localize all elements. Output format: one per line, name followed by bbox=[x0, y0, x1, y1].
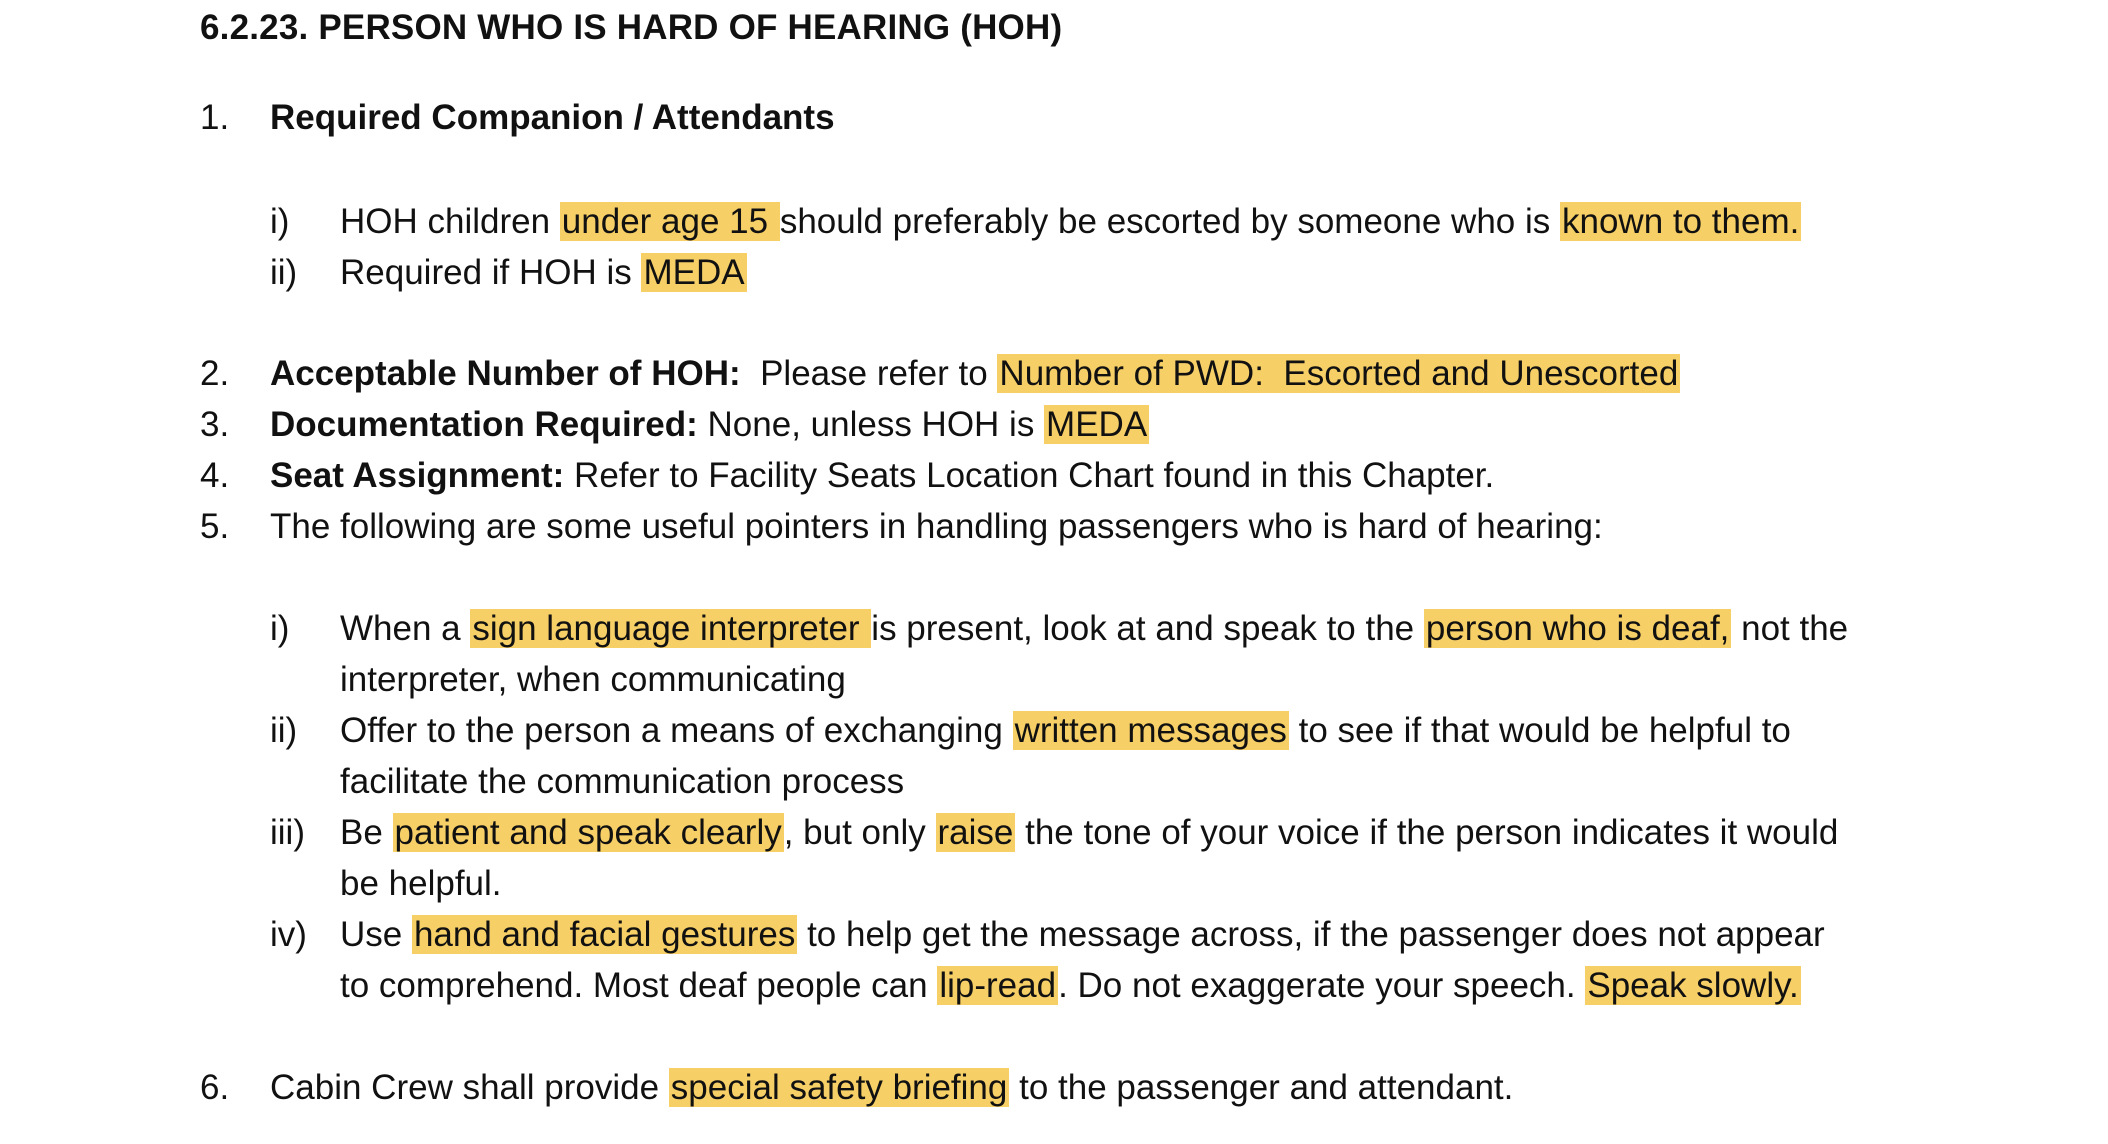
highlight-person-who-is-deaf: person who is deaf, bbox=[1425, 609, 1730, 648]
subitem-text-5-ii-line1: Offer to the person a means of exchanging written messages to see if that would be helpful to bbox=[340, 711, 1791, 750]
item-number-5: 5. bbox=[200, 507, 230, 546]
item-number-3: 3. bbox=[200, 405, 230, 444]
subitem-text-5-i-line1: When a sign language interpreter is present, look at and speak to the person who is deaf, not the bbox=[340, 609, 1849, 648]
item-text-2: Acceptable Number of HOH: Please refer to Number of PWD: Escorted and Unescorted bbox=[270, 354, 1679, 393]
highlight-lip-read: lip-read bbox=[939, 966, 1057, 1005]
heading-acceptable-number: Acceptable Number of HOH: bbox=[270, 354, 741, 393]
heading-seat-assignment: Seat Assignment: bbox=[270, 456, 565, 495]
highlight-known-to-them: known to them. bbox=[1561, 202, 1800, 241]
subitem-marker-1-i: i) bbox=[270, 202, 290, 241]
item-number-4: 4. bbox=[200, 456, 230, 495]
subitem-text-5-ii-line2: facilitate the communication process bbox=[340, 762, 905, 801]
heading-documentation-required: Documentation Required: bbox=[270, 405, 698, 444]
item-text-6: Cabin Crew shall provide special safety briefing to the passenger and attendant. bbox=[270, 1068, 1514, 1107]
highlight-number-of-pwd: Number of PWD: Escorted and Unescorted bbox=[999, 354, 1679, 393]
subitem-text-1-ii: Required if HOH is MEDA bbox=[340, 253, 745, 292]
item-number-2: 2. bbox=[200, 354, 230, 393]
item-text-3: Documentation Required: None, unless HOH is MEDA bbox=[270, 405, 1148, 444]
subitem-marker-5-iii: iii) bbox=[270, 813, 305, 852]
highlight-hand-facial-gestures: hand and facial gestures bbox=[413, 915, 796, 954]
highlight-written-messages: written messages bbox=[1014, 711, 1287, 750]
item-number-6: 6. bbox=[200, 1068, 230, 1107]
section-title: 6.2.23. PERSON WHO IS HARD OF HEARING (HOH) bbox=[200, 8, 1063, 47]
subitem-text-5-iv-line2: to comprehend. Most deaf people can lip-read. Do not exaggerate your speech. Speak slowly. bbox=[340, 966, 1799, 1005]
highlight-speak-slowly: Speak slowly. bbox=[1587, 966, 1799, 1005]
subitem-text-5-iv-line1: Use hand and facial gestures to help get the message across, if the passenger does not appear bbox=[340, 915, 1825, 954]
highlight-meda: MEDA bbox=[1046, 405, 1148, 444]
highlight-raise: raise bbox=[937, 813, 1014, 852]
highlight-sign-language-interpreter: sign language interpreter bbox=[472, 609, 870, 648]
highlight-meda: MEDA bbox=[643, 253, 745, 292]
subitem-marker-1-ii: ii) bbox=[270, 253, 298, 292]
highlight-special-safety-briefing: special safety briefing bbox=[670, 1068, 1008, 1107]
subitem-marker-5-iv: iv) bbox=[270, 915, 307, 954]
subitem-text-5-iii-line2: be helpful. bbox=[340, 864, 502, 903]
document-page bbox=[200, 0, 2000, 1144]
item-text-5: The following are some useful pointers in handling passengers who is hard of hearing: bbox=[270, 507, 1603, 546]
subitem-marker-5-i: i) bbox=[270, 609, 290, 648]
subitem-text-5-iii-line1: Be patient and speak clearly, but only raise the tone of your voice if the person indicates it would bbox=[340, 813, 1839, 852]
subitem-marker-5-ii: ii) bbox=[270, 711, 298, 750]
item-heading-1 bbox=[270, 92, 835, 143]
heading-required-companion: Required Companion / Attendants bbox=[270, 98, 835, 137]
subitem-text-1-i: HOH children under age 15 should preferably be escorted by someone who is known to them. bbox=[340, 202, 1800, 241]
item-text-4: Seat Assignment: Refer to Facility Seats Location Chart found in this Chapter. bbox=[270, 456, 1495, 495]
highlight-patient-speak-clearly: patient and speak clearly bbox=[394, 813, 782, 852]
highlight-under-age-15: under age 15 bbox=[561, 202, 778, 241]
subitem-text-5-i-line2: interpreter, when communicating bbox=[340, 660, 846, 699]
item-number-1: 1. bbox=[200, 98, 230, 137]
